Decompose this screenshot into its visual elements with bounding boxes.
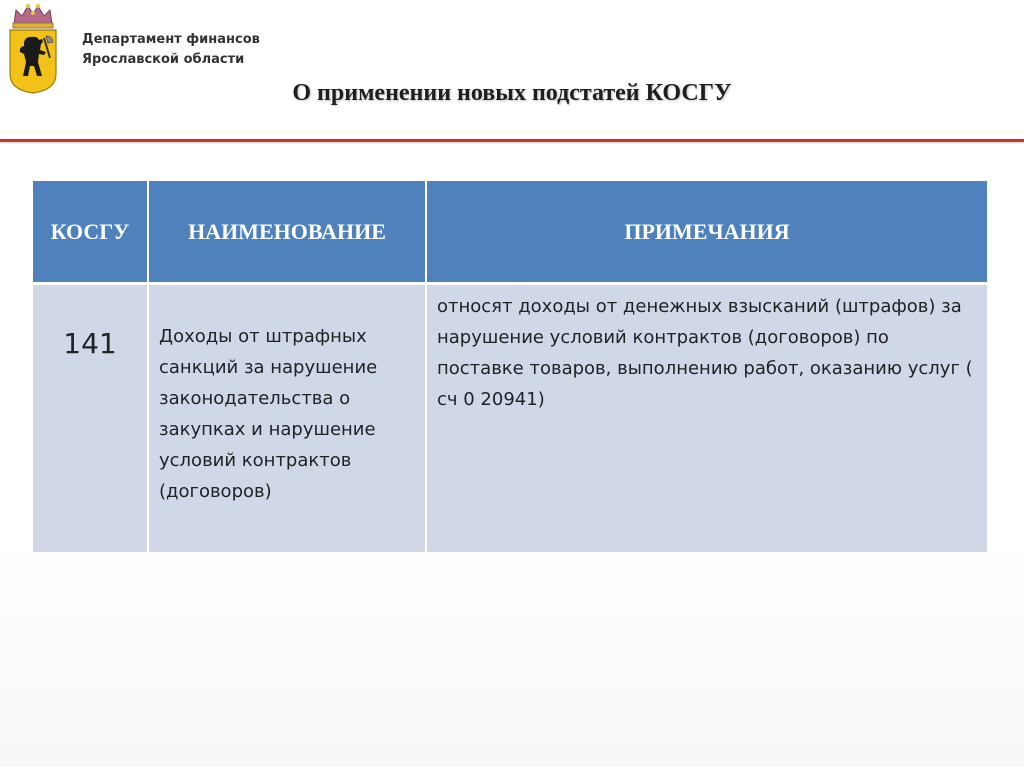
column-header-notes: ПРИМЕЧАНИЯ: [426, 181, 987, 284]
table-row: [33, 284, 987, 553]
organization-name: [82, 30, 260, 70]
column-header-kosgu: КОСГУ: [33, 181, 148, 284]
table-header-row: [33, 181, 987, 284]
note-cell: относят доходы от денежных взысканий (штрафов) за нарушение условий контрактов (договоров) по поставке товаров, выполнению работ, оказанию услуг ( сч 0 20941): [426, 284, 987, 553]
title-divider: [0, 139, 1024, 142]
kosgu-table: [33, 181, 987, 552]
org-line-1: Департамент финансов: [82, 32, 260, 47]
kosgu-code-cell: 141: [33, 284, 148, 553]
org-line-2: Ярославской области: [82, 52, 245, 67]
name-cell: Доходы от штрафных санкций за нарушение законодательства о закупках и нарушение условий контрактов (договоров): [148, 284, 426, 553]
page-title: О применении новых подстатей КОСГУ: [292, 80, 732, 106]
column-header-name: НАИМЕНОВАНИЕ: [148, 181, 426, 284]
